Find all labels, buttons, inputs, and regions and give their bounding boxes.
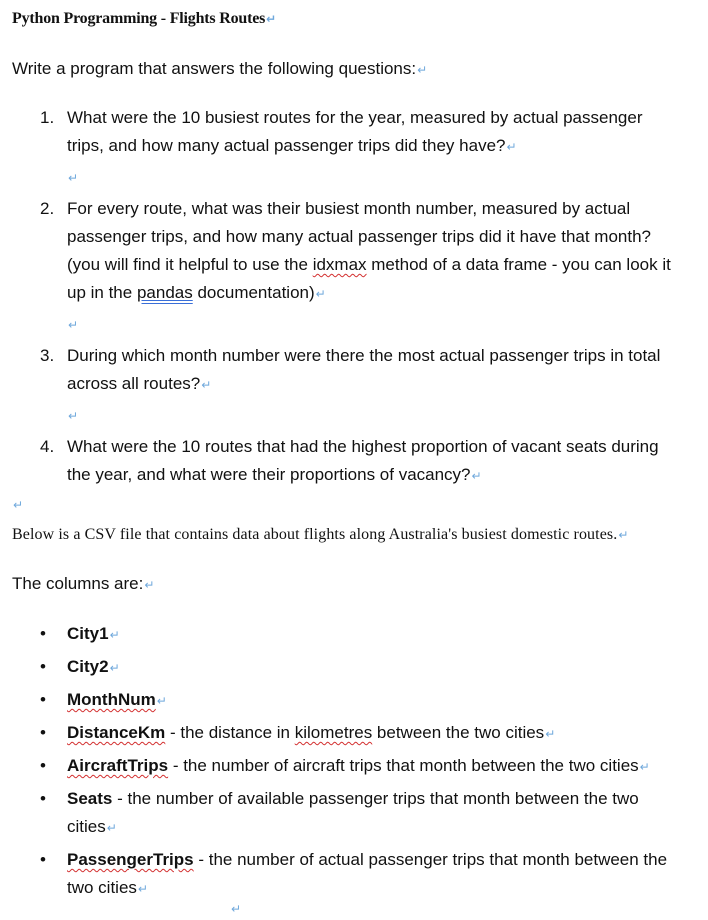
bullet-icon: • [40,789,46,808]
paragraph-mark-icon: ↵ [266,12,277,26]
column-name: DistanceKm [67,723,166,742]
column-name: MonthNum [67,690,156,709]
question-item [40,342,680,399]
paragraph-mark-icon: ↵ [106,821,117,835]
column-desc: - the number of aircraft trips that month between the two cities [168,756,639,775]
spelling-flagged-word: idxmax [312,255,367,274]
columns-intro: The columns are:↵ [12,574,155,593]
paragraph-mark-icon: ↵ [471,469,482,483]
question-text: During which month number were there the most actual passenger trips in total across all routes? [67,346,661,393]
column-item [40,653,680,682]
question-item [40,104,680,161]
question-text-cont: method of a data frame - you can look it up in the [67,255,671,302]
bullet-icon: • [40,624,46,643]
empty-paragraph [12,496,23,514]
empty-paragraph [40,308,680,342]
empty-paragraph [40,399,680,433]
column-desc: - the number of actual passenger trips that month between the two cities [67,850,668,897]
question-item [40,433,680,490]
question-text: What were the 10 routes that had the highest proportion of vacant seats during the year, and what were their proportions of vacancy? [67,437,659,484]
paragraph-mark-icon: ↵ [315,287,326,301]
empty-paragraph [230,900,241,918]
paragraph-mark-icon: ↵ [137,882,148,896]
column-name: City2 [67,657,109,676]
questions-list [40,104,680,490]
paragraph-mark-icon: ↵ [68,409,79,423]
paragraph-mark-icon: ↵ [144,578,155,592]
column-desc-cont: between the two cities [372,723,545,742]
column-name: PassengerTrips [67,850,194,869]
paragraph-mark-icon: ↵ [417,63,428,77]
column-name: AircraftTrips [67,756,169,775]
paragraph-mark-icon: ↵ [231,902,242,916]
paragraph-mark-icon: ↵ [201,378,212,392]
column-name: Seats [67,789,113,808]
column-desc: - the distance in [165,723,295,742]
paragraph-mark-icon: ↵ [109,661,120,675]
paragraph-mark-icon: ↵ [156,694,167,708]
question-text-end: documentation) [192,283,315,302]
intro-text: Write a program that answers the following questions:↵ [12,59,428,78]
paragraph-mark-icon: ↵ [68,171,79,185]
document-title: Python Programming - Flights Routes↵ [12,10,277,27]
grammar-flagged-word: pandas [136,283,193,302]
column-item [40,752,680,781]
column-item [40,846,680,903]
paragraph-mark-icon: ↵ [109,628,120,642]
question-number: 3. [40,346,55,365]
bullet-icon: • [40,690,46,709]
paragraph-mark-icon: ↵ [618,528,629,542]
question-number: 4. [40,437,55,456]
column-item [40,785,680,842]
question-number: 2. [40,199,55,218]
column-item [40,686,680,715]
column-item [40,620,680,649]
bullet-icon: • [40,850,46,869]
paragraph-mark-icon: ↵ [13,498,24,512]
column-name: City1 [67,624,109,643]
question-text: What were the 10 busiest routes for the year, measured by actual passenger trips, and how many actual passenger trips did they have? [67,108,643,155]
column-desc: - the number of available passenger trips that month between the two cities [67,789,639,836]
paragraph-mark-icon: ↵ [68,318,79,332]
bullet-icon: • [40,756,46,775]
paragraph-mark-icon: ↵ [545,727,556,741]
spelling-flagged-word: kilometres [294,723,373,742]
paragraph-mark-icon: ↵ [506,140,517,154]
bullet-icon: • [40,723,46,742]
bullet-icon: • [40,657,46,676]
empty-paragraph [40,161,680,195]
column-item [40,719,680,748]
question-text: For every route, what was their busiest month number, measured by actual passenger trips, and how many actual passenger trips did it have that month? (you will find it helpful to use the [67,199,652,274]
columns-list [40,620,680,907]
question-number: 1. [40,108,55,127]
paragraph-mark-icon: ↵ [639,760,650,774]
csv-intro: Below is a CSV file that contains data about flights along Australia's busiest domestic routes.↵ [12,526,629,543]
question-item [40,195,680,308]
